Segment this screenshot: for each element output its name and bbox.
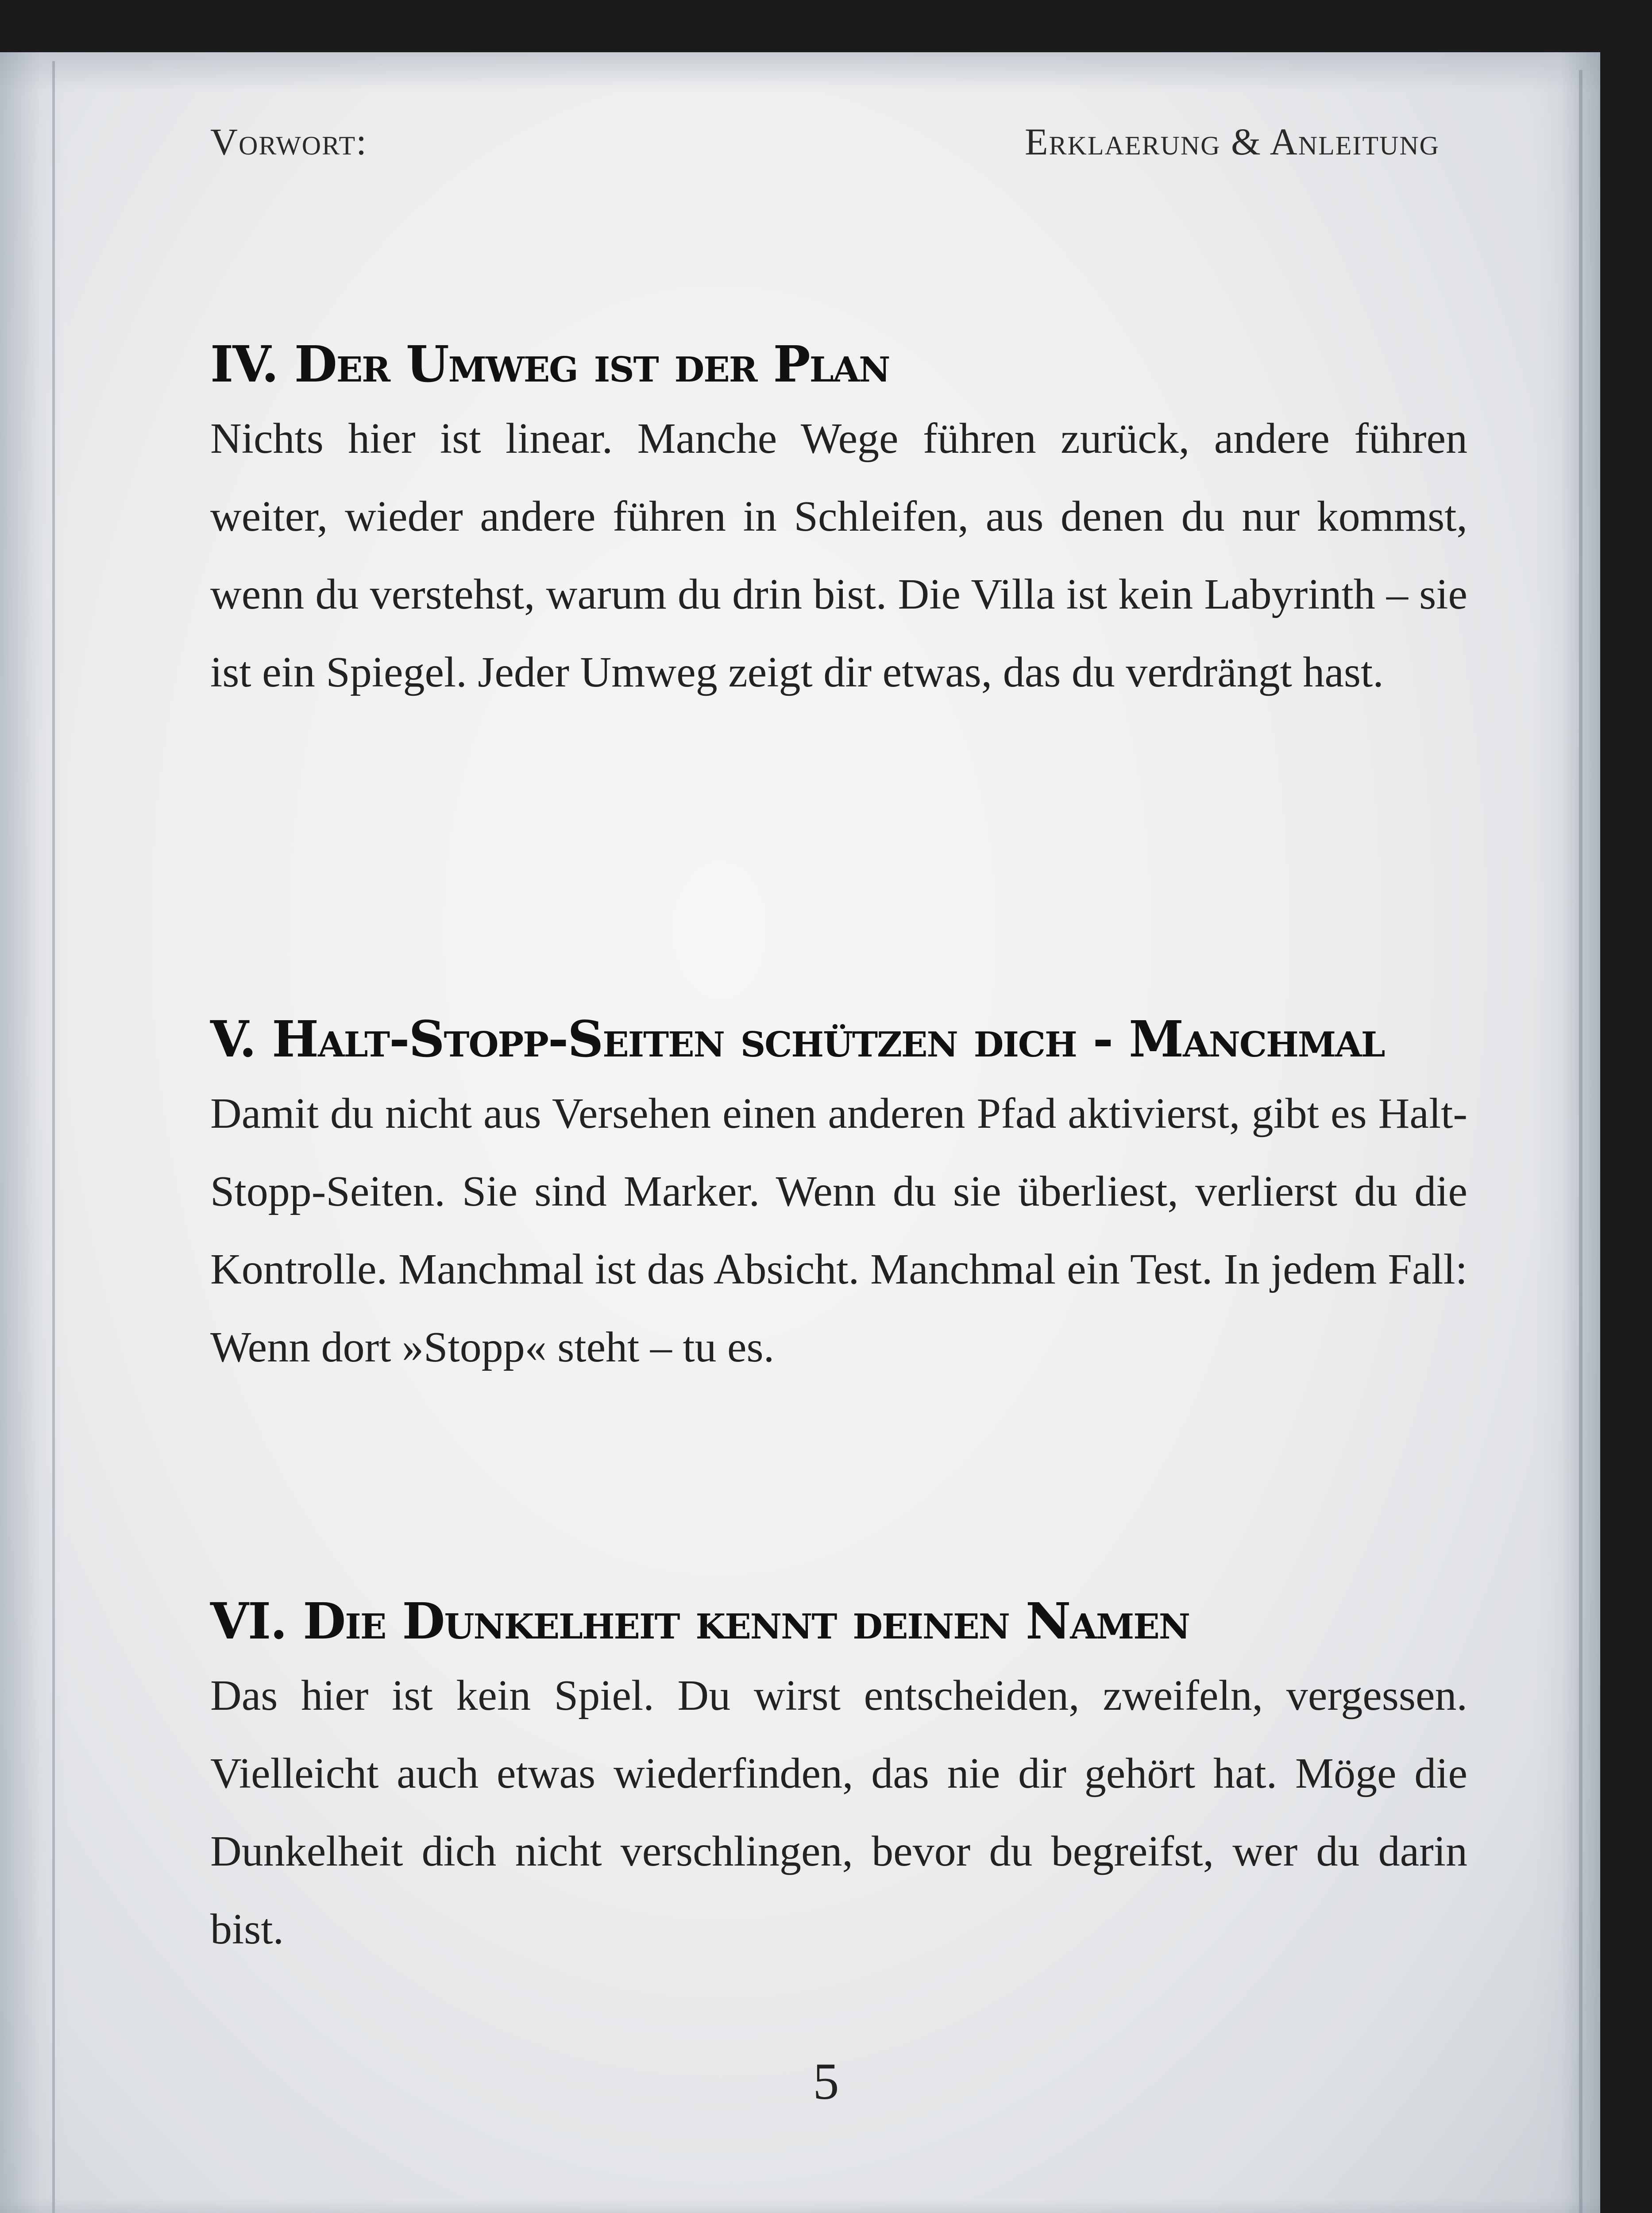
section-vi	[210, 1592, 1467, 1968]
section-title: VI. Die Dunkelheit kennt deinen Namen	[210, 1592, 1190, 1650]
section-title: IV. Der Umweg ist der Plan	[210, 335, 890, 393]
page-edge-left-line	[52, 61, 55, 2213]
section-iv	[210, 335, 1467, 711]
page-number: 5	[813, 2052, 839, 2110]
page-edge-left	[0, 52, 66, 2213]
page-edge-right-line	[1579, 70, 1583, 2213]
section-title: V. Halt-Stopp-Seiten schützen dich - Manchmal	[210, 1010, 1385, 1068]
section-body: Nichts hier ist linear. Manche Wege führen zurück, andere führen weiter, wieder andere führen in Schleifen, aus denen du nur kommst, wenn du verstehst, warum du drin bist. Die Villa ist kein Labyrinth – sie ist ein Spiegel. Jeder Umweg zeigt dir etwas, das du verdrängt hast.	[210, 414, 1467, 696]
section-body: Das hier ist kein Spiel. Du wirst entscheiden, zweifeln, vergessen. Vielleicht auch etwas wiederfinden, das nie dir gehört hat. Möge die Dunkelheit dich nicht verschlingen, bevor du begreifst, wer du darin bist.	[210, 1671, 1467, 1953]
header-left: Vorwort:	[210, 120, 368, 163]
page-edge-top	[0, 52, 1600, 92]
header-right: Erklaerung & Anleitung	[1024, 120, 1440, 163]
page-edge-bottom	[0, 2199, 1600, 2213]
section-v	[210, 1010, 1467, 1386]
page-edge-right	[1534, 52, 1600, 2213]
section-body: Damit du nicht aus Versehen einen anderen Pfad aktivierst, gibt es Halt-Stopp-Seiten. Sie sind Marker. Wenn du sie überliest, verlierst du die Kontrolle. Manchmal ist das Absicht. Manchmal ein Test. In jedem Fall: Wenn dort »Stopp« steht – tu es.	[210, 1089, 1467, 1371]
